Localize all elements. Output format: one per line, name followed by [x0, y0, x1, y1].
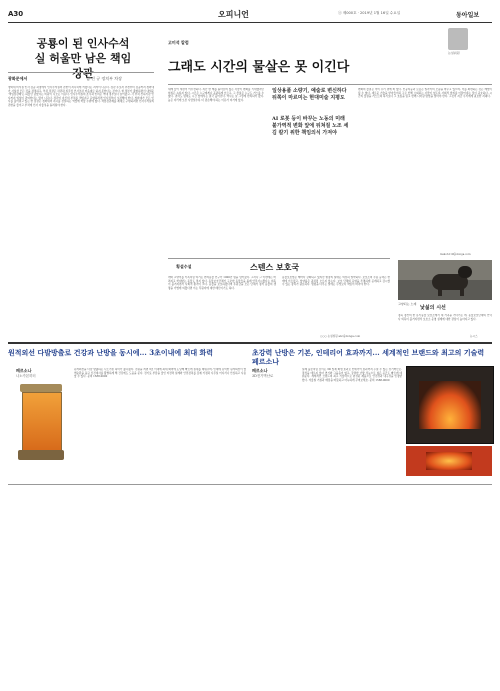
dog-head: [458, 266, 472, 278]
heater-glow: [22, 392, 62, 452]
masthead: [8, 8, 492, 22]
masthead-rule: [8, 22, 492, 23]
column2-body-a: 새해 들어 세상이 어수선하다. 지난 한 해를 돌아보며 많은 사람이 변화를 기대했지만 현실은 녹록지 않다. 시간은 누구에게나 공평하게 흐르고, 그 물살은 누구도 거스를 수 없다. 권력도 명예도 시간 앞에서는 결국 흩어진다. 역사는 늘 그렇게 반복되어 왔다. 높은 자리에 오른 사람일수록 더 겸손해야 하는 이유가 여기에 있다.: [168, 88, 264, 102]
ad-right-brand: 페르소나: [252, 368, 268, 373]
ad-section-divider: [8, 342, 492, 344]
section-name: 오피니언: [218, 10, 249, 19]
ad-left-heater: [12, 380, 70, 472]
ad-right-product: 3D전기벽난로: [252, 374, 274, 378]
column3-section-label: 횡설수설: [176, 264, 192, 269]
column1-rule: [8, 72, 154, 73]
page-number: A30: [8, 10, 24, 18]
column2-headline: 그래도 시간의 물살은 못 이긴다: [168, 60, 350, 75]
column2-author: 논설위원: [448, 51, 460, 55]
column2-body-b: 변화의 물결은 이미 우리 곁에 와 있다. 인공지능과 로봇은 일자리의 모습을 바꾸고 있으며, 이를 외면하는 것은 해법이 될 수 없다. 새로운 기술을 받아들이되 그로 인해 소외되는 사람이 없도록 사회적 합의를 이끌어내는 것이 중요하다. 시간의 물살을 거스르려 하기보다 그 흐름을 읽고 함께 나아갈 방법을 찾아야 한다. 그것이 지금 우리에게 필요한 지혜다.: [358, 88, 492, 99]
column1-headline: 공룡이 된 인사수석실 허울만 남은 책임장관: [34, 37, 132, 80]
photo: [398, 260, 492, 300]
dog-leg: [438, 286, 442, 296]
photo-caption-body: 경북 경산의 한 유기동물 보호소에서 새 가족을 기다리는 개. 동물보호단체의 안락사 의혹이 불거지면서 보호소 운영 실태에 대한 관심이 높아지고 있다.: [398, 314, 492, 321]
photo-credit: 뉴시스: [470, 335, 478, 338]
ad-right-headline: 초강력 난방은 기본, 인테리어 효과까지... 세계적인 브랜드와 최고의 기술력 페르소나: [252, 348, 485, 366]
newspaper-name: 동아일보: [456, 12, 480, 19]
ad-left-brand: 페르소나: [16, 368, 32, 373]
column3-byline: ○○○ 논설위원 abc@donga.com: [320, 335, 361, 338]
ad-left-headline: 원적외선 다발방출로 건강과 난방을 동시에... 3초이내에 최대 화력: [8, 348, 214, 357]
column2-author-photo: [448, 28, 468, 50]
column3-headline: 스텐스 보호국: [250, 262, 300, 272]
column3-rule: [168, 258, 390, 259]
bottom-rule: [8, 484, 492, 485]
column2-rule: [168, 84, 492, 85]
column2-email: mskoh119@donga.com: [440, 253, 471, 256]
ad-left-body: 원적외선을 다량 방출하는 나노카본 히터가 출시됐다. 전원을 켜면 3초 이내에 최대 화력에 도달해 빠르게 실내를 데워주며, 인체에 유익한 원적외선이 혈액순환을 돕고 신진대사를 활발하게 해 건강에도 도움을 준다. 전기료 부담을 줄인 저전력 설계와 안전장치를 갖춰 가정과 사무실 어디서나 안심하고 사용할 수 있다. 문의 1588-0000: [74, 368, 246, 379]
dog-leg: [460, 286, 464, 296]
heater-base: [18, 450, 64, 460]
column3-body-a: 개와 고양이를 가족처럼 여기는 반려동물 인구가 1000만 명을 넘어섰다. 그러나 그 이면에는 버려지고 학대받는 동물도 적지 않다. 동물보호단체가 구조한 동물들을 몰래 안락사시켰다는 의혹이 불거지면서 사회적 충격이 크다. 동물을 보호하겠다며 후원금을 모은 단체가 정작 동물의 생명을 가볍게 여겼다면 이는 후원자에 대한 배신이기도 하다.: [168, 276, 276, 290]
issue-date: ⓐ 제000호 · 2019년 1월 16일 수요일: [338, 11, 401, 15]
fireplace-flame: [419, 381, 481, 429]
ad-right-fireplace-small: [406, 446, 492, 476]
ad-right-body: 실제 불꽃처럼 보이는 3D 입체 화염 효과로 인테리어 효과까지 누릴 수 있는 전기벽난로. 장작을 태우지 않아 연기와 그을음이 없고, 강력한 난방 성능으로 넓은 공간도 빠르게 데워준다. 세계적인 브랜드의 최고 기술력으로 완성된 제품으로 안전성과 내구성을 인정받았다. 겨울철 거실과 매장을 따뜻하고 아늑하게 꾸며보세요. 문의 1588-0000: [302, 368, 402, 382]
photo-caption-title: 낯섦의 시선: [420, 305, 446, 311]
column1-section-label: 광화문에서: [8, 76, 28, 81]
column2-pullquote-a: 일상용품 소량기, 예술로 변신하다 뒤쪽이 마르미는 현대미술 지평도: [272, 88, 347, 101]
heater-top: [20, 384, 62, 392]
fireplace-small-flame: [426, 452, 472, 470]
column1-byline: 김 진 규 정치부 차장: [86, 76, 122, 81]
column2-pullquote-b: AI 로봇 등이 바꾸는 노동의 미래 불가역적 변화 앞에 뒤쳐질 노조 세 김 칼기 위한 책임의식 가져야: [272, 116, 349, 136]
column2-series: 고미석 칼럼: [168, 40, 189, 45]
column1-body: 청와대 비서실 인사 검증 과정에서 인사수석실의 권한이 지나치게 커졌다는 지적이 나온다. 장관 후보자 추천부터 검증까지 청와대가 사실상 모든 것을 결정하고, 부처 장관은 차관과 실국장 인사조차 마음대로 하지 못한다는 것이다. 현 정부가 출범하면서 내세운 '책임장관제'는 허울만 남았다는 비판이 나오는 이유다. 인사수석실의 조직과 인력은 역대 정부보다 늘어났고, 각 부처 산하기관 인사까지 일일이 관여한다는 말이 나온다. 장관이 자신의 부처를 책임지고 운영하려면 인사권부터 보장해야 한다. 청와대가 모든 인사를 틀어쥐고 있는 한 장관은 청와대의 지시를 전달하는 역할에 머물 수밖에 없다. 책임장관제를 제대로 구현하려면 인사수석실의 권한을 줄이고 부처에 인사 자율성을 돌려줘야 한다.: [8, 86, 154, 107]
ad-right-fireplace: [406, 366, 494, 444]
ad-left-product: 나노카본히터: [16, 374, 36, 378]
photo-caption-head: 고양되는 노래: [398, 302, 417, 306]
column3-body-b: 동물보호법은 해마다 강화되고 있지만 현장의 실태는 여전히 열악하다. 보호소의 수용 능력은 한계에 이르렀고, 입양률은 좀처럼 오르지 않는다. 보호 단체의 운영을 투명하게 공개하고 감시할 수 있는 장치가 필요하다. 생명을 다루는 일에는 무엇보다 책임이 따라야 한다.: [282, 276, 390, 287]
